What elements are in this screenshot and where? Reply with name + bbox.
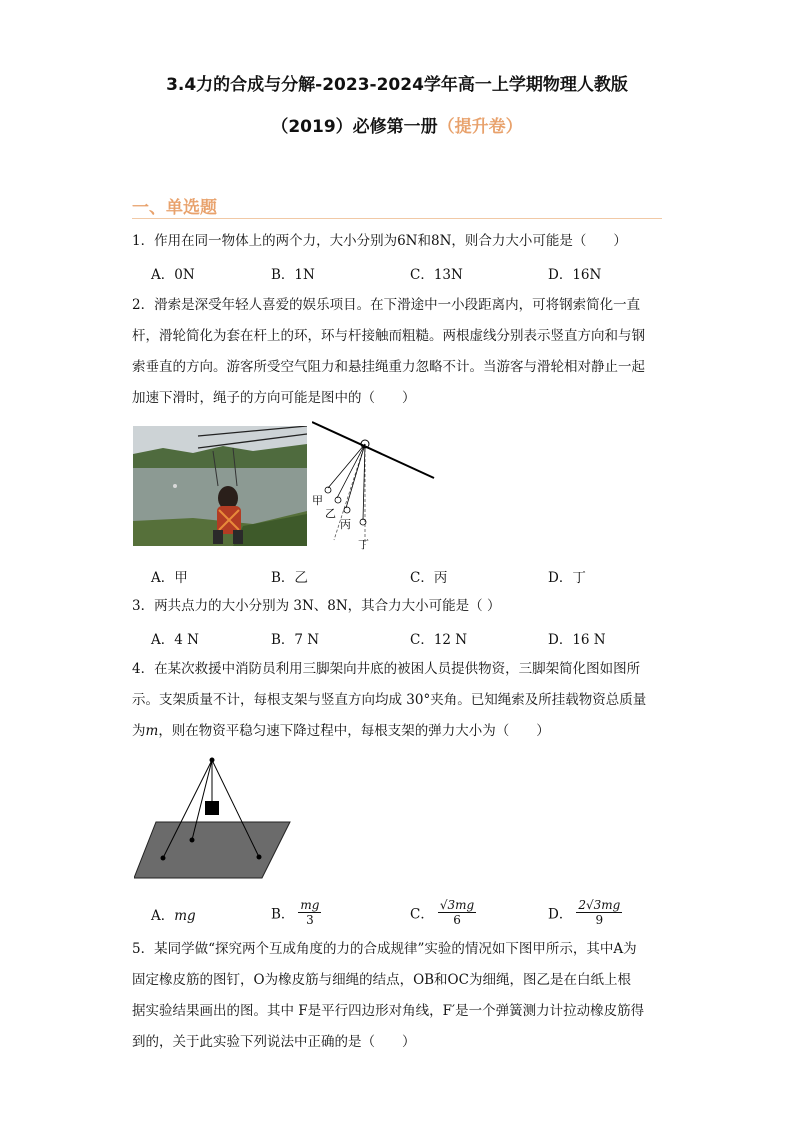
q1-option-c[interactable]: C．13N [410, 267, 463, 283]
q4-option-d[interactable] [548, 898, 622, 927]
question-4 [132, 654, 664, 747]
title-line-2 [0, 112, 794, 137]
q2-option-c[interactable]: C．丙 [410, 570, 448, 586]
fraction-denominator: 9 [595, 913, 604, 927]
q2-line-3: 索垂直的方向。游客所受空气阻力和悬挂绳重力忽略不计。当游客与滑轮相对静止一起 [132, 359, 645, 375]
q2-option-b[interactable]: B．乙 [271, 570, 308, 586]
mass-variable: m [145, 723, 159, 739]
q4-option-d-label: D． [548, 906, 573, 923]
q1-option-a[interactable]: A．0N [151, 267, 195, 283]
label-yi: 乙 [325, 507, 336, 520]
question-3-options [151, 628, 671, 652]
q4-line-3-prefix: 为 [132, 723, 146, 739]
fraction-numerator: √3mg [439, 898, 475, 912]
q4-option-a-label: A． [151, 908, 175, 924]
fraction-numerator: 2√3mg [578, 898, 621, 912]
q4-line-2: 示。支架质量不计，每根支架与竖直方向均成 30°夹角。已知绳索及所挂载物资总质量 [132, 692, 647, 708]
question-1-options [151, 263, 671, 287]
q2-line-1: 2．滑索是深受年轻人喜爱的娱乐项目。在下滑途中一小段距离内，可将钢索简化一直 [132, 297, 641, 313]
q4-option-b-label: B． [271, 906, 295, 923]
fraction-numerator: mg [300, 898, 320, 912]
q4-option-d-fraction [576, 898, 622, 927]
q2-line-2: 杆，滑轮简化为套在杆上的环，环与杆接触而粗糙。两根虚线分别表示竖直方向和与钢 [132, 328, 645, 344]
q4-option-b[interactable] [271, 898, 321, 927]
question-4-options [151, 898, 671, 938]
zipline-photo [133, 426, 307, 546]
q4-line-3-suffix: ，则在物资平稳匀速下降过程中，每根支架的弹力大小为（ ） [158, 723, 550, 739]
q5-line-4: 到的，关于此实验下列说法中正确的是（ ） [132, 1034, 416, 1050]
q4-option-c-label: C． [410, 906, 434, 923]
section-divider [132, 218, 662, 219]
q2-line-4: 加速下滑时，绳子的方向可能是图中的（ ） [132, 390, 416, 406]
fraction-denominator: 6 [453, 913, 461, 927]
question-2-options [151, 566, 671, 590]
q4-option-c[interactable] [410, 898, 476, 927]
zipline-force-diagram [312, 420, 438, 552]
q3-option-c[interactable]: C．12 N [410, 632, 468, 648]
q1-option-b[interactable]: B．1N [271, 267, 315, 283]
q5-line-1: 5．某同学做“探究两个互成角度的力的合成规律”实验的情况如下图甲所示，其中A为 [132, 941, 637, 957]
question-1: 1．作用在同一物体上的两个力，大小分别为6N和8N，则合力大小可能是（ ） [132, 233, 627, 249]
q1-option-d[interactable]: D．16N [548, 267, 602, 283]
q4-option-a-expr: mg [174, 908, 196, 924]
label-ding: 丁 [358, 538, 369, 551]
q4-line-3 [132, 716, 664, 747]
q2-option-d[interactable]: D．丁 [548, 570, 586, 586]
section-heading: 一、单选题 [132, 198, 217, 218]
q4-option-a[interactable] [151, 904, 196, 924]
fraction-denominator: 3 [306, 913, 314, 927]
question-5 [132, 934, 664, 1058]
q2-option-a[interactable]: A．甲 [151, 570, 188, 586]
title-text: （2019）必修第一册 [271, 117, 438, 137]
q4-option-c-fraction [438, 898, 476, 927]
title-line-1: 3.4力的合成与分解-2023-2024学年高一上学期物理人教版 [166, 75, 628, 95]
question-3: 3．两共点力的大小分别为 3N、8N，其合力大小可能是（ ） [132, 598, 501, 614]
label-bing: 丙 [340, 518, 351, 531]
question-2 [132, 290, 664, 414]
q3-option-b[interactable]: B．7 N [271, 632, 320, 648]
tripod-diagram [134, 756, 294, 882]
title-tag: （提升卷） [437, 117, 523, 137]
q4-option-b-fraction [298, 898, 321, 927]
q5-line-3: 据实验结果画出的图。其中 F是平行四边形对角线，F′是一个弹簧测力计拉动橡皮筋得 [132, 1003, 645, 1019]
q5-line-2: 固定橡皮筋的图钉，O为橡皮筋与细绳的结点，OB和OC为细绳，图乙是在白纸上根 [132, 972, 631, 988]
q3-option-d[interactable]: D．16 N [548, 632, 606, 648]
q4-line-1: 4．在某次救援中消防员利用三脚架向井底的被困人员提供物资，三脚架简化图如图所 [132, 661, 641, 677]
q3-option-a[interactable]: A．4 N [151, 632, 199, 648]
label-jia: 甲 [312, 494, 323, 507]
